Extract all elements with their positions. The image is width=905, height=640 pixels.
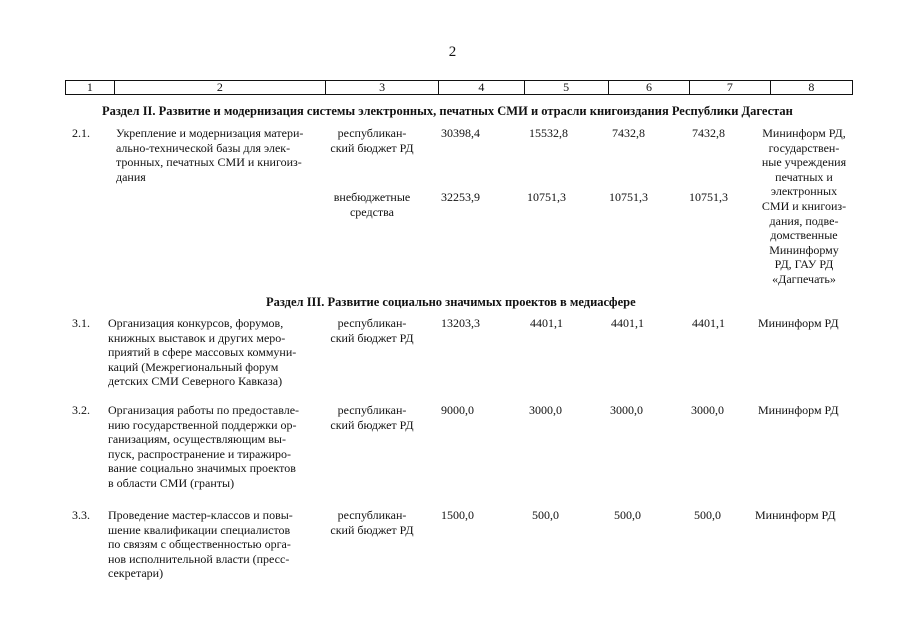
value-total: 13203,3: [441, 316, 480, 330]
page-number: 2: [448, 44, 457, 60]
value-year-3: 4401,1: [692, 316, 725, 330]
row-number: 3.2.: [72, 403, 90, 417]
funding-source: республикан- ский бюджет РД: [330, 316, 414, 345]
column-header: 4: [439, 81, 524, 94]
row-description: Организация конкурсов, форумов, книжных выставок и других меро- приятий в сфере массовых коммуни- каций (Межрегиональный форум детских СМИ Северного Кавказа): [108, 316, 297, 389]
row-number: 3.3.: [72, 508, 90, 522]
value-year-1: 10751,3: [527, 190, 566, 204]
value-year-2: 3000,0: [610, 403, 643, 417]
row-description: Проведение мастер-классов и повы- шение квалификации специалистов по связям с общественностью орга- нов исполнительной власти (пресс- секретари): [108, 508, 293, 581]
value-year-2: 500,0: [614, 508, 641, 522]
executor: Мининформ РД: [758, 316, 839, 330]
value-year-1: 4401,1: [530, 316, 563, 330]
section-title: Раздел III. Развитие социально значимых проектов в медиасфере: [266, 295, 636, 309]
column-header: 5: [525, 81, 609, 94]
executor: Мининформ РД: [755, 508, 836, 522]
value-year-1: 15532,8: [529, 126, 568, 140]
column-header: 2: [115, 81, 326, 94]
value-year-3: 10751,3: [689, 190, 728, 204]
funding-source: республикан- ский бюджет РД: [330, 403, 414, 432]
value-year-1: 3000,0: [529, 403, 562, 417]
executor: Мининформ РД: [758, 403, 839, 417]
funding-source: республикан- ский бюджет РД: [330, 126, 414, 155]
column-header: 8: [808, 80, 815, 94]
value-total: 9000,0: [441, 403, 474, 417]
value-year-2: 7432,8: [612, 126, 645, 140]
column-header: 3: [326, 81, 439, 94]
value-year-3: 500,0: [694, 508, 721, 522]
value-year-2: 4401,1: [611, 316, 644, 330]
value-total: 32253,9: [441, 190, 480, 204]
row-description: Организация работы по предоставле- нию государственной поддержки ор- ганизациям, осуществляющим вы- пуск, распространение и тиражиро- вание социально значимых проектов в области СМИ (гранты): [108, 403, 300, 490]
value-total: 30398,4: [441, 126, 480, 140]
row-number: 2.1.: [72, 126, 90, 140]
column-header: 1: [66, 81, 115, 94]
value-year-3: 7432,8: [692, 126, 725, 140]
value-total: 1500,0: [441, 508, 474, 522]
column-header: 7: [690, 81, 770, 94]
funding-source: внебюджетные средства: [333, 190, 411, 219]
executor: Мининформ РД, государствен- ные учреждения печатных и электронных СМИ и книгоиз- дания, подве- домственные Мининформу РД, ГАУ РД «Дагпечать»: [761, 126, 847, 286]
value-year-2: 10751,3: [609, 190, 648, 204]
row-description: Укрепление и модернизация матери- ально-технической базы для элек- тронных, печатных СМИ и книгоиз- дания: [116, 126, 304, 184]
section-title: Раздел II. Развитие и модернизация системы электронных, печатных СМИ и отрасли книгоиздания Республики Дагестан: [102, 104, 793, 118]
funding-source: республикан- ский бюджет РД: [330, 508, 414, 537]
column-header: 6: [609, 81, 690, 94]
value-year-1: 500,0: [532, 508, 559, 522]
table-header-row: [65, 80, 853, 95]
value-year-3: 3000,0: [691, 403, 724, 417]
row-number: 3.1.: [72, 316, 90, 330]
